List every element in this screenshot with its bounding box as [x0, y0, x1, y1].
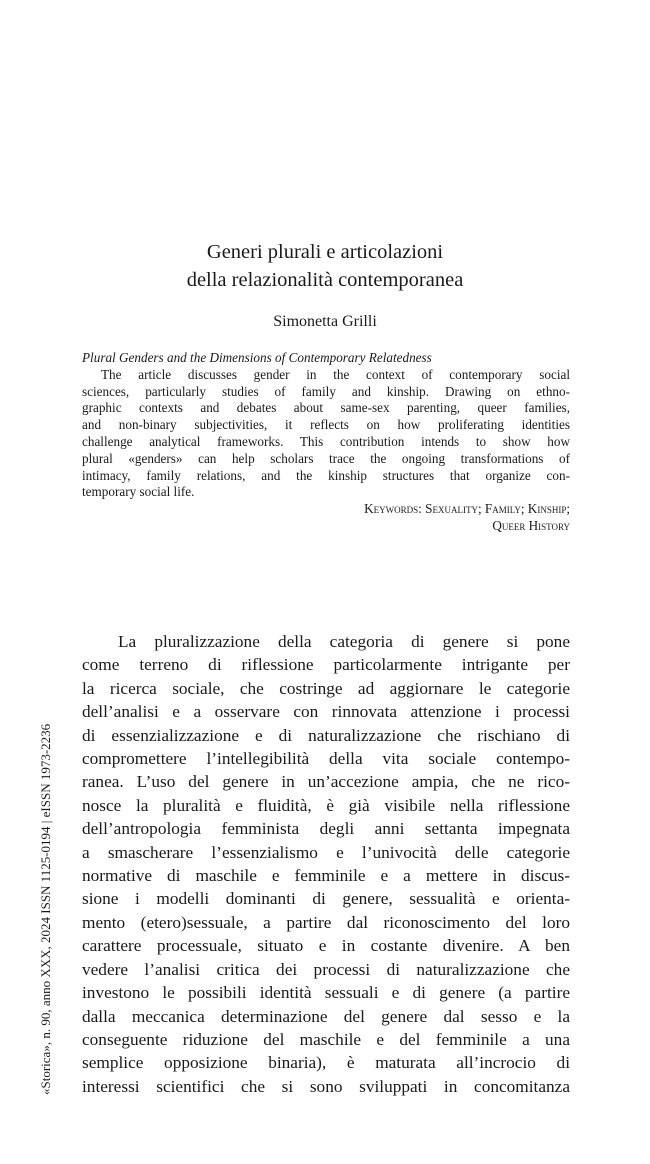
abstract-line: and non-binary subjectivities, it reflects on how proliferating identities — [82, 417, 570, 433]
article-title — [0, 238, 650, 294]
abstract-line: intimacy, family relations, and the kinship structures that organize con- — [82, 467, 570, 483]
journal-citation: «Storica», n. 90, anno XXX, 2024 ISSN 1125-0194 | eISSN 1973-2236 — [38, 723, 53, 1095]
body-line: normative di maschile e femminile e a mettere in discus- — [82, 866, 570, 886]
abstract-line: The article discusses gender in the context of contemporary social — [101, 366, 570, 382]
body-line: dell’antropologia femminista degli anni settanta impegnata — [82, 819, 570, 839]
abstract-line: challenge analytical frameworks. This contribution intends to show how — [82, 433, 570, 449]
abstract-line: plural «genders» can help scholars trace the ongoing transformations of — [82, 450, 570, 466]
body-line: nosce la pluralità e fluidità, è già visibile nella riflessione — [82, 795, 570, 815]
abstract-line: sciences, particularly studies of family and kinship. Drawing on ethno- — [82, 383, 570, 399]
body-line: interessi scientifici che si sono sviluppati in concomitanza — [82, 1076, 570, 1096]
article-title-line: Generi plurali e articolazioni — [206, 241, 444, 263]
body-line: conseguente riduzione del maschile e del femminile a una — [82, 1029, 570, 1049]
abstract-line: graphic contexts and debates about same-sex parenting, queer families, — [82, 400, 570, 416]
body-line: come terreno di riflessione particolarmente intrigante per — [82, 655, 570, 675]
body-line: a smascherare l’essenzialismo e l’univocità delle categorie — [82, 842, 570, 862]
article-title-line: della relazionalità contemporanea — [186, 269, 464, 291]
body-line: mento (etero)sessuale, a partire dal riconoscimento del loro — [82, 912, 570, 932]
body-paragraph — [82, 630, 570, 1098]
abstract — [82, 350, 570, 535]
body-line: la ricerca sociale, che costringe ad aggiornare le categorie — [82, 678, 570, 698]
body-line: sione i modelli dominanti di genere, sessualità e orienta- — [82, 889, 570, 909]
body-line: semplice opposizione binaria), è maturata all’incrocio di — [82, 1053, 570, 1073]
keywords: Queer History — [492, 517, 570, 533]
body-line: La pluralizzazione della categoria di genere si pone — [118, 632, 570, 651]
body-line: dell’analisi e a osservare con rinnovata attenzione i processi — [82, 702, 570, 722]
body-line: vedere l’analisi critica dei processi di naturalizzazione che — [82, 959, 570, 979]
english-title: Plural Genders and the Dimensions of Contemporary Relatedness — [82, 350, 432, 365]
body-line: di essenzializzazione e di naturalizzazione che rischiano di — [82, 725, 570, 745]
body-line: carattere processuale, situato e in costante divenire. A ben — [82, 936, 570, 956]
body-line: investono le possibili identità sessuali e di genere (a partire — [82, 983, 570, 1003]
body-line: compromettere l’intellegibilità della vita sociale contempo- — [82, 749, 570, 769]
keywords: Keywords: Sexuality; Family; Kinship; — [364, 501, 570, 517]
body-line: dalla meccanica determinazione del genere dal sesso e la — [82, 1006, 570, 1026]
abstract-line: temporary social life. — [82, 484, 195, 500]
author-name: Simonetta Grilli — [273, 313, 377, 330]
body-line: ranea. L’uso del genere in un’accezione ampia, che ne rico- — [82, 772, 570, 792]
